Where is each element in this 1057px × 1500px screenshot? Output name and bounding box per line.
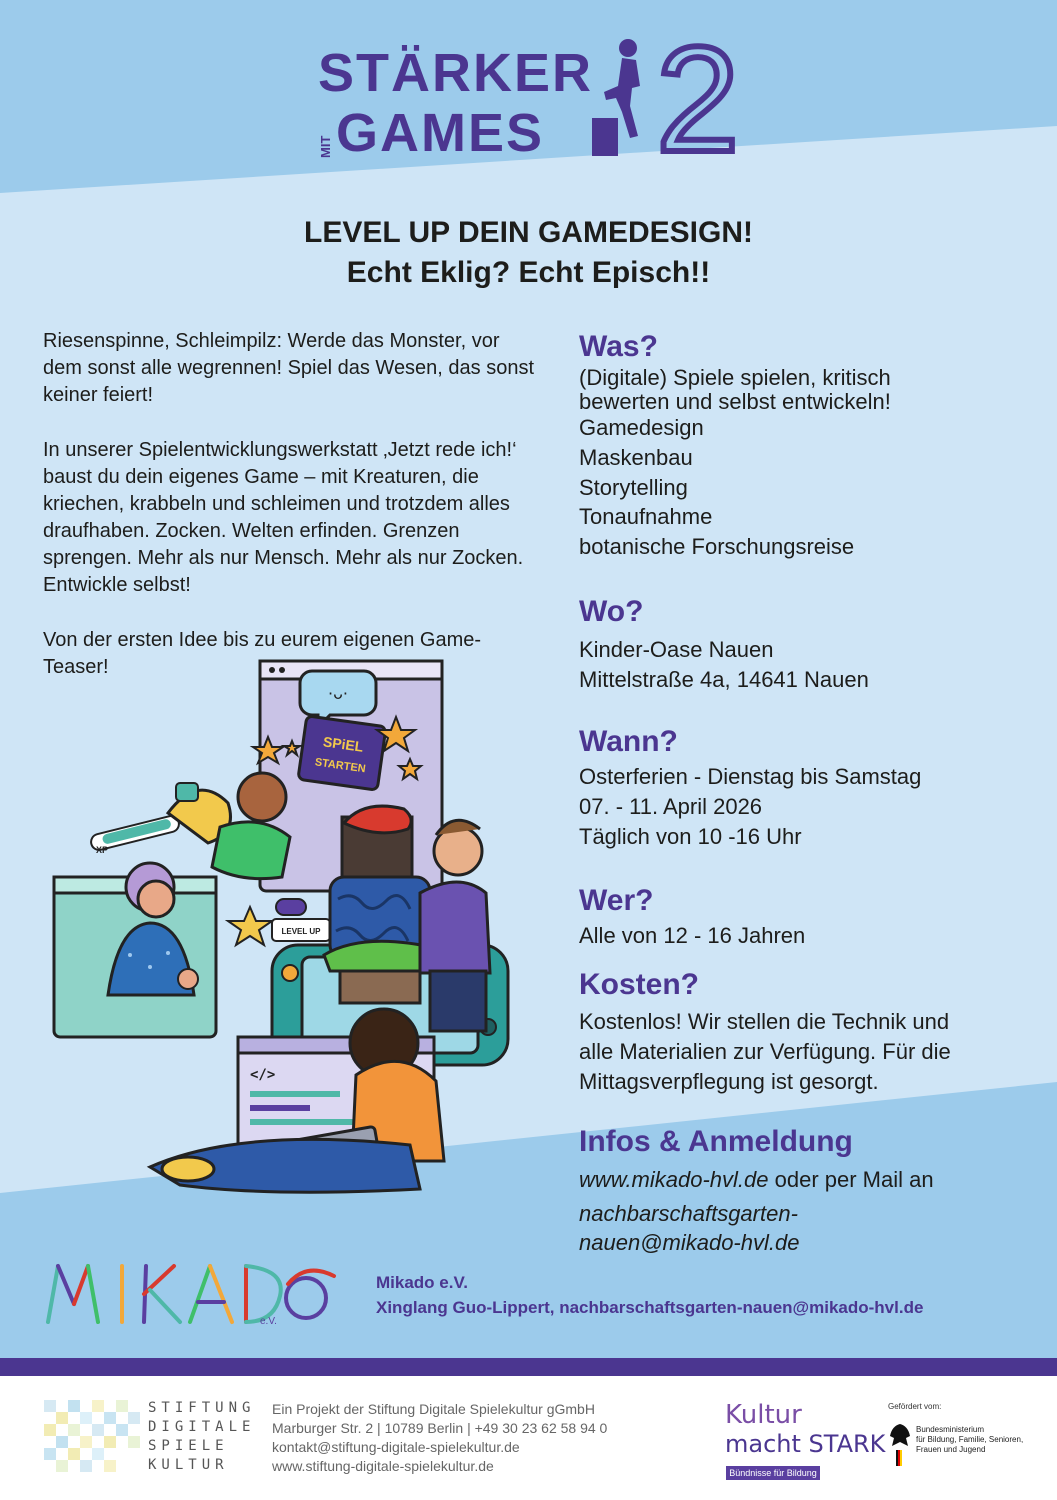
speech-face: ·ᴗ· bbox=[328, 684, 348, 703]
sds-word-3: SPIELE bbox=[148, 1438, 229, 1454]
bmbf-line-3: Frauen und Jugend bbox=[916, 1445, 986, 1454]
mikado-org: Mikado e.V. bbox=[376, 1273, 468, 1292]
section-wer-title: Wer? bbox=[579, 884, 654, 917]
was-item-2: Maskenbau bbox=[579, 445, 693, 470]
intro-paragraph-2: In unserer Spielentwicklungswerkstatt ‚Jetzt rede ich!‘ baust du dein eigenes Game – mit Kreaturen, die kriechen, krabbeln und schleimen und trotzdem alles draufhaben. Zocken. Welten erfinden. Grenzen sprengen. Mehr als nur Mensch. Mehr als nur Zocken. Entwickle selbst! bbox=[43, 439, 524, 596]
spiel-starten-sign bbox=[298, 716, 386, 791]
code-tag: </> bbox=[250, 1067, 276, 1083]
wo-line-2: Mittelstraße 4a, 14641 Nauen bbox=[579, 667, 869, 692]
section-wo-title: Wo? bbox=[579, 595, 644, 628]
was-line-1: (Digitale) Spiele spielen, kritisch bbox=[579, 365, 891, 390]
sds-word-1: STIFTUNG bbox=[148, 1400, 256, 1416]
bmbf-funded-by: Gefördert vom: bbox=[888, 1402, 942, 1411]
xp-label: XP bbox=[96, 845, 109, 855]
wann-line-2: 07. - 11. April 2026 bbox=[579, 794, 763, 819]
wer-line-1: Alle von 12 - 16 Jahren bbox=[579, 923, 806, 948]
wann-line-3: Täglich von 10 -16 Uhr bbox=[579, 824, 802, 849]
headline-title: LEVEL UP DEIN GAMEDESIGN! bbox=[304, 216, 753, 249]
staerker-mit-games-logo bbox=[300, 15, 760, 183]
kultur-macht-stark-line-2: macht STARK bbox=[725, 1430, 886, 1458]
was-item-4: Tonaufnahme bbox=[579, 504, 713, 529]
footer-project-line: Ein Projekt der Stiftung Digitale Spielekultur gGmbH bbox=[272, 1401, 595, 1417]
infos-mail-line-1[interactable]: nachbarschaftsgarten- bbox=[579, 1201, 798, 1226]
footer-address-line: Marburger Str. 2 | 10789 Berlin | +49 30 23 62 58 94 0 bbox=[272, 1420, 608, 1436]
was-item-3: Storytelling bbox=[579, 475, 688, 500]
sds-word-4: KULTUR bbox=[148, 1457, 229, 1473]
federal-eagle-icon bbox=[888, 1420, 912, 1468]
section-kosten-title: Kosten? bbox=[579, 968, 699, 1001]
wo-line-1: Kinder-Oase Nauen bbox=[579, 637, 774, 662]
kosten-line-1: Kostenlos! Wir stellen die Technik und bbox=[579, 1009, 950, 1034]
climbing-figure-icon bbox=[592, 36, 652, 156]
mikado-ev: e.V. bbox=[260, 1316, 277, 1327]
infos-url-link[interactable]: www.mikado-hvl.de bbox=[579, 1167, 769, 1192]
logo-staerker: STÄRKER bbox=[318, 43, 594, 103]
levelup-label: LEVEL UP bbox=[281, 927, 321, 936]
bmbf-line-1: Bundesministerium bbox=[916, 1425, 985, 1434]
footer-website-link[interactable]: www.stiftung-digitale-spielekultur.de bbox=[272, 1458, 494, 1474]
sign-line-1: SPiEL bbox=[322, 733, 365, 755]
game-workshop-illustration bbox=[40, 655, 550, 1200]
kultur-macht-stark-line-1: Kultur bbox=[725, 1400, 802, 1430]
xp-bar bbox=[89, 814, 180, 855]
infos-line-1 bbox=[579, 1165, 934, 1194]
sds-word-2: DIGITALE bbox=[148, 1419, 256, 1435]
footer-email-link[interactable]: kontakt@stiftung-digitale-spielekultur.de bbox=[272, 1439, 520, 1455]
section-wann-title: Wann? bbox=[579, 725, 678, 758]
was-item-5: botanische Forschungsreise bbox=[579, 534, 855, 559]
section-infos-title: Infos & Anmeldung bbox=[579, 1125, 853, 1158]
stiftung-digitale-spielekultur-logo-icon bbox=[44, 1400, 144, 1476]
logo-mit: MIT bbox=[318, 135, 333, 158]
mikado-logo bbox=[40, 1258, 340, 1328]
infos-url-suffix: oder per Mail an bbox=[768, 1167, 934, 1192]
footer-divider bbox=[0, 1358, 1057, 1376]
logo-number-two: 2 bbox=[656, 15, 740, 183]
headline-subtitle: Echt Eklig? Echt Episch!! bbox=[346, 256, 711, 289]
logo-games: GAMES bbox=[336, 103, 545, 163]
was-line-2: bewerten und selbst entwickeln! bbox=[579, 389, 891, 414]
was-item-1: Gamedesign bbox=[579, 415, 704, 440]
intro-paragraph-1: Riesenspinne, Schleimpilz: Werde das Monster, vor dem sonst alle wegrennen! Spiel das Wesen, das sonst keiner feiert! bbox=[43, 330, 535, 406]
kosten-line-3: Mittagsverpflegung ist gesorgt. bbox=[579, 1069, 879, 1094]
kultur-macht-stark-tag: Bündnisse für Bildung bbox=[726, 1466, 820, 1480]
sign-line-2: STARTEN bbox=[314, 756, 367, 776]
section-was-title: Was? bbox=[579, 330, 658, 363]
bmbf-line-2: für Bildung, Familie, Senioren, bbox=[916, 1435, 1024, 1444]
kosten-line-2: alle Materialien zur Verfügung. Für die bbox=[579, 1039, 951, 1064]
wann-line-1: Osterferien - Dienstag bis Samstag bbox=[579, 764, 922, 789]
mikado-contact[interactable]: Xinglang Guo-Lippert, nachbarschaftsgarten-nauen@mikado-hvl.de bbox=[376, 1298, 924, 1317]
intro-paragraph-3: Von der ersten Idee bis zu eurem eigenen Game-Teaser! bbox=[43, 629, 482, 678]
infos-mail-line-2[interactable]: nauen@mikado-hvl.de bbox=[579, 1230, 800, 1255]
